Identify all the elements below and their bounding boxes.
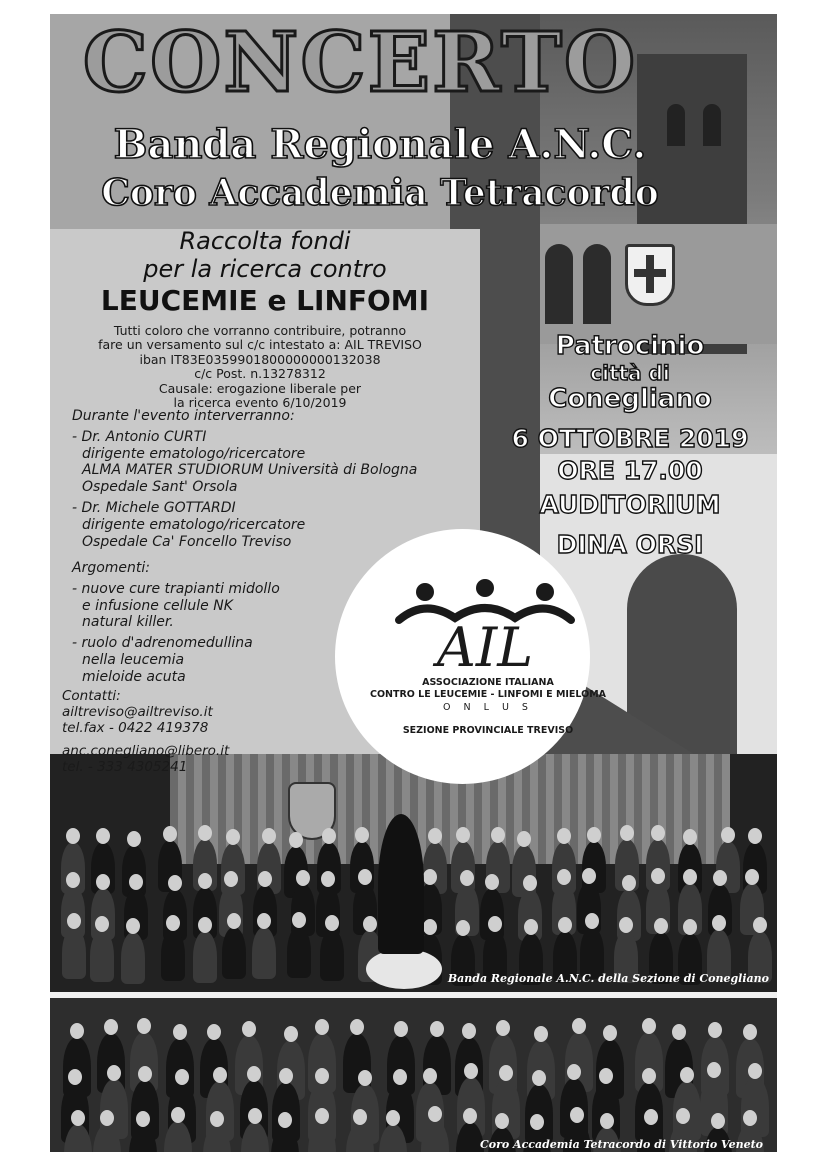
event-venue-name: DINA ORSI xyxy=(556,530,704,559)
topic-line: e infusione cellule NK xyxy=(82,597,233,614)
silhouette-head xyxy=(386,1110,400,1126)
silhouette-head xyxy=(600,1113,614,1129)
silhouette xyxy=(62,927,86,979)
silhouette-head xyxy=(712,915,726,931)
patronage-line-2: città di xyxy=(590,361,670,385)
event-time: ORE 17.00 xyxy=(557,456,703,485)
silhouette-head xyxy=(683,829,697,845)
silhouette-head xyxy=(428,1106,442,1122)
silhouette xyxy=(193,931,217,983)
silhouette-head xyxy=(622,875,636,891)
silhouette-head xyxy=(322,828,336,844)
band-photo-caption: Banda Regionale A.N.C. della Sezione di Conegliano xyxy=(447,972,769,985)
silhouette-head xyxy=(137,1018,151,1034)
silhouette-head xyxy=(95,916,109,932)
silhouette-head xyxy=(491,827,505,843)
donation-postal-account: c/c Post. n.13278312 xyxy=(194,366,326,382)
silhouette-head xyxy=(711,1113,725,1129)
contact-phone[interactable]: tel. - 333 4305241 xyxy=(62,758,188,775)
silhouette xyxy=(252,927,276,979)
speaker-role: dirigente ematologo/ricercatore xyxy=(82,445,306,462)
logo-onlus: O N L U S xyxy=(443,702,533,713)
speaker-entry xyxy=(72,429,417,496)
silhouette-head xyxy=(642,1068,656,1084)
silhouette-head xyxy=(585,913,599,929)
speakers-section xyxy=(72,408,417,554)
event-date: 6 OTTOBRE 2019 xyxy=(511,424,749,453)
topic-line: natural killer. xyxy=(82,614,174,631)
band-name: Banda Regionale A.N.C. xyxy=(113,121,647,168)
silhouette-head xyxy=(210,1111,224,1127)
silhouette-head xyxy=(499,1065,513,1081)
silhouette-head xyxy=(136,1111,150,1127)
silhouette-head xyxy=(138,1066,152,1082)
patronage-city: Conegliano xyxy=(548,384,712,414)
silhouette-head xyxy=(464,1063,478,1079)
silhouette-head xyxy=(683,919,697,935)
choir-name: Coro Accademia Tetracordo xyxy=(101,172,659,214)
silhouette-head xyxy=(644,1109,658,1125)
silhouette-head xyxy=(654,918,668,934)
silhouette-head xyxy=(582,868,596,884)
silhouette-head xyxy=(358,1070,372,1086)
silhouette-head xyxy=(428,828,442,844)
silhouette-head xyxy=(227,913,241,929)
silhouette-head xyxy=(315,1068,329,1084)
silhouette-head xyxy=(66,828,80,844)
silhouette-head xyxy=(651,825,665,841)
silhouette-head xyxy=(430,1021,444,1037)
contact-email[interactable]: anc.conegliano@libero.it xyxy=(62,742,230,759)
silhouette-head xyxy=(753,917,767,933)
silhouette-head xyxy=(642,1018,656,1034)
silhouette-head xyxy=(70,1023,84,1039)
silhouette xyxy=(222,927,246,979)
silhouette-head xyxy=(284,1026,298,1042)
silhouette-head xyxy=(462,1023,476,1039)
silhouette-head xyxy=(129,874,143,890)
silhouette-head xyxy=(708,1022,722,1038)
conductor xyxy=(378,814,424,954)
silhouette-head xyxy=(175,1069,189,1085)
silhouette xyxy=(161,929,185,981)
silhouette-head xyxy=(570,1107,584,1123)
contacts-heading: Contatti: xyxy=(62,688,121,704)
silhouette-head xyxy=(163,826,177,842)
speaker-entry xyxy=(72,500,417,550)
contact-email[interactable]: ailtreviso@ailtreviso.it xyxy=(62,704,213,721)
speaker-name: - Dr. Michele GOTTARDI xyxy=(72,499,236,516)
silhouette-head xyxy=(71,1110,85,1126)
donation-line: Causale: erogazione liberale per xyxy=(158,380,362,396)
logo-association: ASSOCIAZIONE ITALIANA xyxy=(422,677,554,688)
silhouette-head xyxy=(683,869,697,885)
silhouette-head xyxy=(743,1024,757,1040)
silhouette-head xyxy=(460,870,474,886)
silhouette-head xyxy=(198,825,212,841)
silhouette-head xyxy=(67,913,81,929)
silhouette-head xyxy=(672,1024,686,1040)
event-venue: AUDITORIUM xyxy=(539,490,721,519)
silhouette-head xyxy=(66,872,80,888)
silhouette-head xyxy=(279,1068,293,1084)
logo-section: SEZIONE PROVINCIALE TREVISO xyxy=(402,725,574,736)
donation-line: fare un versamento sul c/c intestato a: AIL TREVISO xyxy=(98,337,422,353)
silhouette-head xyxy=(242,1021,256,1037)
band-photo xyxy=(50,754,777,992)
silhouette xyxy=(90,930,114,982)
poster-title: CONCERTO xyxy=(82,15,638,111)
silhouette-head xyxy=(171,1107,185,1123)
silhouette-head xyxy=(393,1069,407,1085)
silhouette xyxy=(320,929,344,981)
silhouette-head xyxy=(530,1114,544,1130)
speaker-name: - Dr. Antonio CURTI xyxy=(72,428,207,445)
speaker-hospital: Ospedale Ca' Foncello Treviso xyxy=(82,533,292,550)
silhouette-head xyxy=(557,869,571,885)
silhouette-head xyxy=(532,1070,546,1086)
silhouette-head xyxy=(247,1066,261,1082)
speaker-hospital: Ospedale Sant' Orsola xyxy=(82,479,238,496)
topic-line: nella leucemia xyxy=(82,651,185,668)
silhouette-head xyxy=(96,874,110,890)
conductor-podium xyxy=(366,949,442,989)
speakers-heading: Durante l'evento interverranno: xyxy=(72,408,295,424)
topic-line: mieloide acuta xyxy=(82,668,186,685)
speaker-role: dirigente ematologo/ricercatore xyxy=(82,516,306,533)
silhouette-head xyxy=(166,915,180,931)
silhouette-head xyxy=(96,828,110,844)
donation-info xyxy=(70,324,450,410)
silhouette-head xyxy=(488,916,502,932)
silhouette-head xyxy=(173,1024,187,1040)
silhouette xyxy=(580,927,604,979)
silhouette-head xyxy=(363,916,377,932)
silhouette-head xyxy=(358,869,372,885)
topic-entry xyxy=(72,581,280,631)
silhouette-head xyxy=(292,912,306,928)
silhouette-head xyxy=(289,832,303,848)
silhouette-head xyxy=(257,913,271,929)
contacts-section xyxy=(62,688,229,775)
topic-line: - ruolo d'adrenomedullina xyxy=(72,635,253,652)
silhouette-head xyxy=(534,1026,548,1042)
coat-of-arms-icon xyxy=(625,244,675,306)
silhouette-head xyxy=(721,827,735,843)
silhouette-head xyxy=(572,1018,586,1034)
facade-arch xyxy=(583,244,611,324)
silhouette-head xyxy=(394,1021,408,1037)
topics-heading: Argomenti: xyxy=(72,560,151,576)
fundraising-cause: LEUCEMIE e LINFOMI xyxy=(100,284,430,317)
silhouette-head xyxy=(523,875,537,891)
silhouette-head xyxy=(224,871,238,887)
silhouette-head xyxy=(463,1108,477,1124)
ail-logo-icon xyxy=(395,578,575,678)
choir-photo xyxy=(50,992,777,1152)
silhouette-head xyxy=(262,828,276,844)
fundraising-line-1: Raccolta fondi xyxy=(179,227,351,255)
donation-line: la ricerca evento 6/10/2019 xyxy=(173,394,347,410)
silhouette-head xyxy=(748,828,762,844)
topic-line: - nuove cure trapianti midollo xyxy=(72,580,280,597)
speaker-institution: ALMA MATER STUDIORUM Università di Bologna xyxy=(82,462,418,479)
silhouette-head xyxy=(321,871,335,887)
silhouette-head xyxy=(296,870,310,886)
silhouette-head xyxy=(496,1020,510,1036)
silhouette-head xyxy=(207,1024,221,1040)
contact-phone[interactable]: tel.fax - 0422 419378 xyxy=(62,720,209,737)
silhouette-head xyxy=(350,1019,364,1035)
donation-iban: iban IT83E0359901800000000132038 xyxy=(139,351,381,367)
silhouette-head xyxy=(485,874,499,890)
silhouette-head xyxy=(456,920,470,936)
silhouette-head xyxy=(104,1019,118,1035)
topics-section xyxy=(72,560,280,690)
facade-arch xyxy=(545,244,573,324)
fundraising-line-2: per la ricerca contro xyxy=(143,255,387,283)
choir-photo-caption: Coro Accademia Tetracordo di Vittorio Veneto xyxy=(480,1138,763,1151)
silhouette-head xyxy=(315,1019,329,1035)
silhouette-head xyxy=(603,1025,617,1041)
silhouette xyxy=(287,926,311,978)
donation-line: Tutti coloro che vorranno contribuire, potranno xyxy=(113,323,407,338)
logo-mission: CONTRO LE LEUCEMIE - LINFOMI E MIELOMA xyxy=(369,689,607,700)
silhouette-head xyxy=(620,825,634,841)
silhouette-head xyxy=(495,1113,509,1129)
silhouette-head xyxy=(107,1065,121,1081)
patronage-line-1: Patrocinio xyxy=(555,331,705,361)
silhouette-head xyxy=(127,831,141,847)
silhouette xyxy=(121,932,145,984)
ail-logo-mark: AIL xyxy=(436,616,534,678)
topic-entry xyxy=(72,635,280,685)
